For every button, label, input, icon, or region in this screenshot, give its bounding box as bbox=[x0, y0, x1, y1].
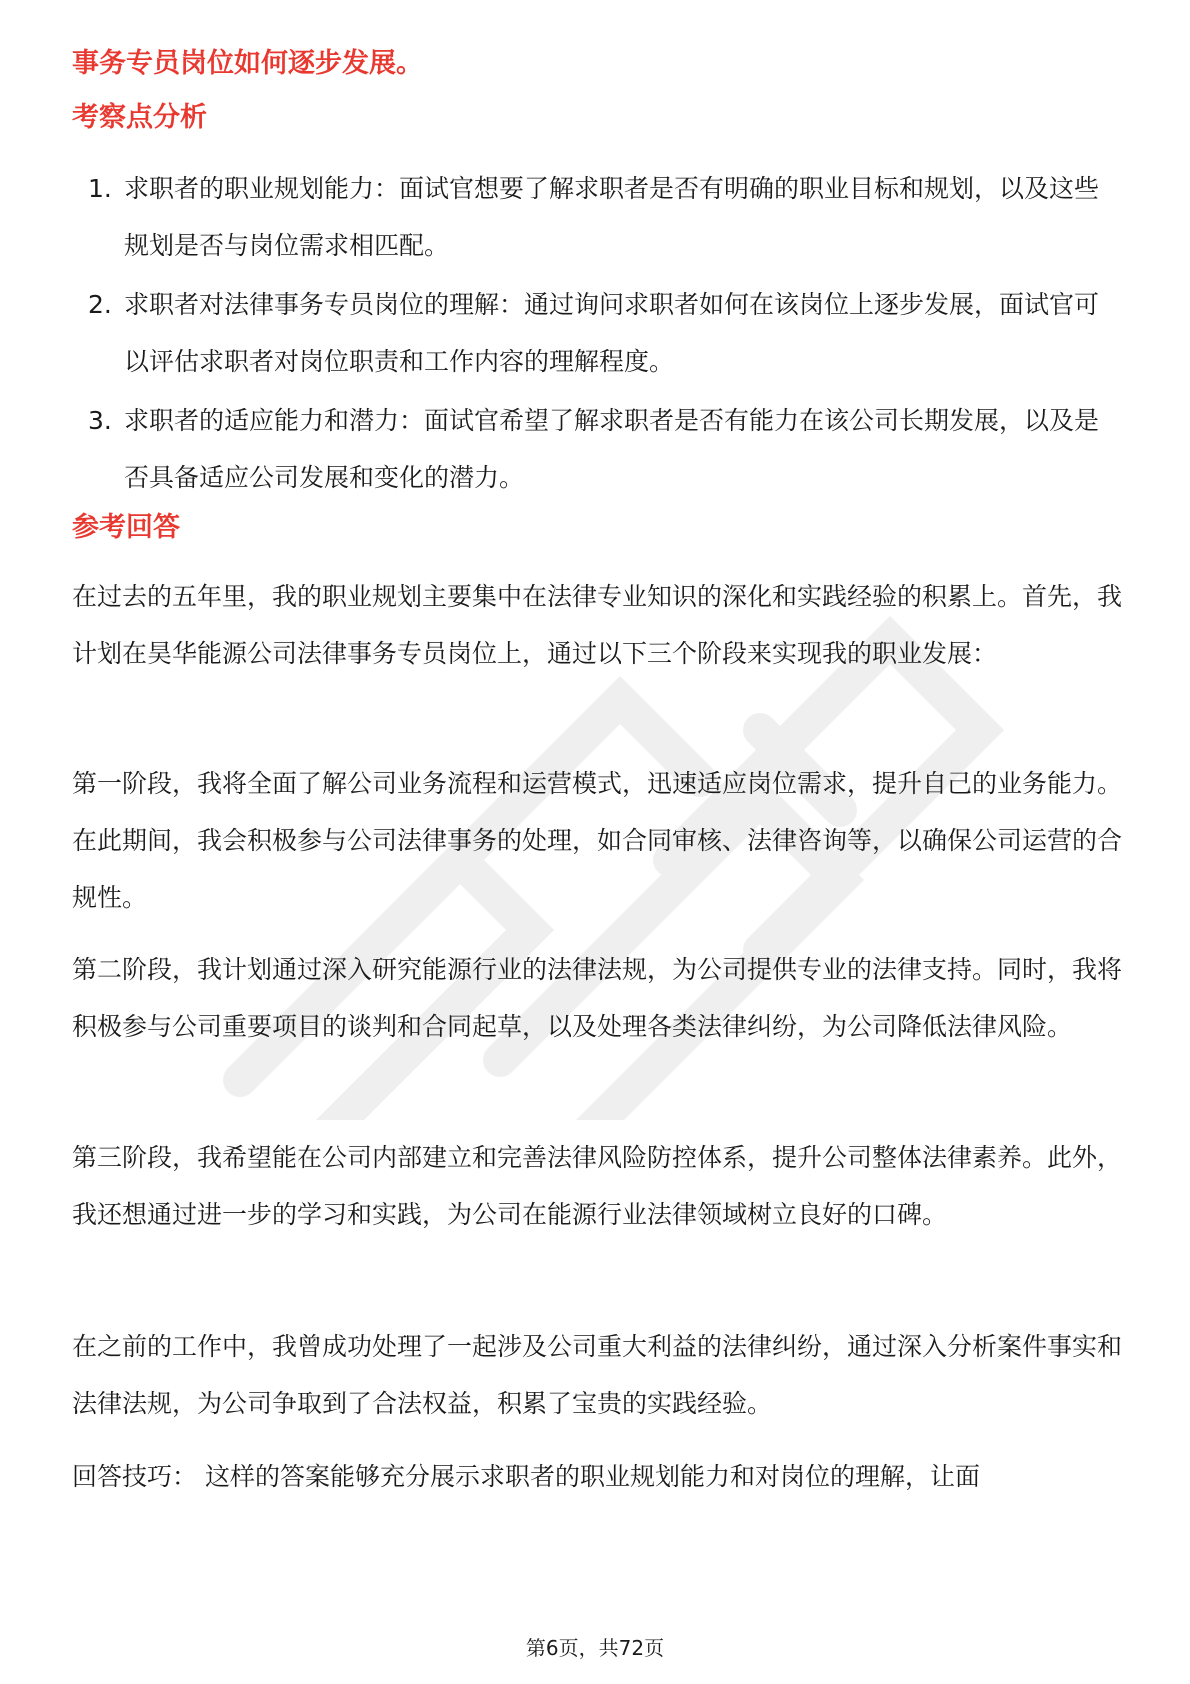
list-item-text: 求职者的适应能力和潜力：面试官希望了解求职者是否有能力在该公司长期发展，以及是否具备适应公司发展和变化的潜力。 bbox=[124, 406, 1100, 492]
page-title: 事务专员岗位如何逐步发展。 bbox=[72, 48, 423, 79]
list-item-number: 1. bbox=[88, 174, 112, 203]
list-item bbox=[72, 276, 1122, 390]
answer-paragraph: 第三阶段，我希望能在公司内部建立和完善法律风险防控体系，提升公司整体法律素养。此外，我还想通过进一步的学习和实践，为公司在能源行业法律领域树立良好的口碑。 bbox=[72, 1143, 1123, 1229]
analysis-list bbox=[72, 160, 1122, 508]
answer-heading: 参考回答 bbox=[72, 512, 180, 543]
answer-paragraph: 第二阶段，我计划通过深入研究能源行业的法律法规，为公司提供专业的法律支持。同时，我将积极参与公司重要项目的谈判和合同起草，以及处理各类法律纠纷，为公司降低法律风险。 bbox=[72, 955, 1123, 1041]
list-item-text: 求职者的职业规划能力：面试官想要了解求职者是否有明确的职业目标和规划，以及这些规划是否与岗位需求相匹配。 bbox=[124, 174, 1100, 260]
answer-paragraph: 第一阶段，我将全面了解公司业务流程和运营模式，迅速适应岗位需求，提升自己的业务能力。在此期间，我会积极参与公司法律事务的处理，如合同审核、法律咨询等，以确保公司运营的合规性。 bbox=[72, 769, 1123, 912]
list-item-number: 2. bbox=[88, 290, 112, 319]
list-item bbox=[72, 392, 1122, 506]
list-item-number: 3. bbox=[88, 406, 112, 435]
list-item-text: 求职者对法律事务专员岗位的理解：通过询问求职者如何在该岗位上逐步发展，面试官可以评估求职者对岗位职责和工作内容的理解程度。 bbox=[124, 290, 1100, 376]
answer-tip-paragraph: 回答技巧： 这样的答案能够充分展示求职者的职业规划能力和对岗位的理解，让面 bbox=[72, 1462, 980, 1491]
answer-paragraph: 在过去的五年里，我的职业规划主要集中在法律专业知识的深化和实践经验的积累上。首先，我计划在昊华能源公司法律事务专员岗位上，通过以下三个阶段来实现我的职业发展： bbox=[72, 582, 1123, 668]
analysis-heading: 考察点分析 bbox=[72, 102, 207, 133]
answer-paragraph: 在之前的工作中，我曾成功处理了一起涉及公司重大利益的法律纠纷，通过深入分析案件事实和法律法规，为公司争取到了合法权益，积累了宝贵的实践经验。 bbox=[72, 1332, 1123, 1418]
list-item bbox=[72, 160, 1122, 274]
page-number: 第6页，共72页 bbox=[525, 1636, 665, 1660]
